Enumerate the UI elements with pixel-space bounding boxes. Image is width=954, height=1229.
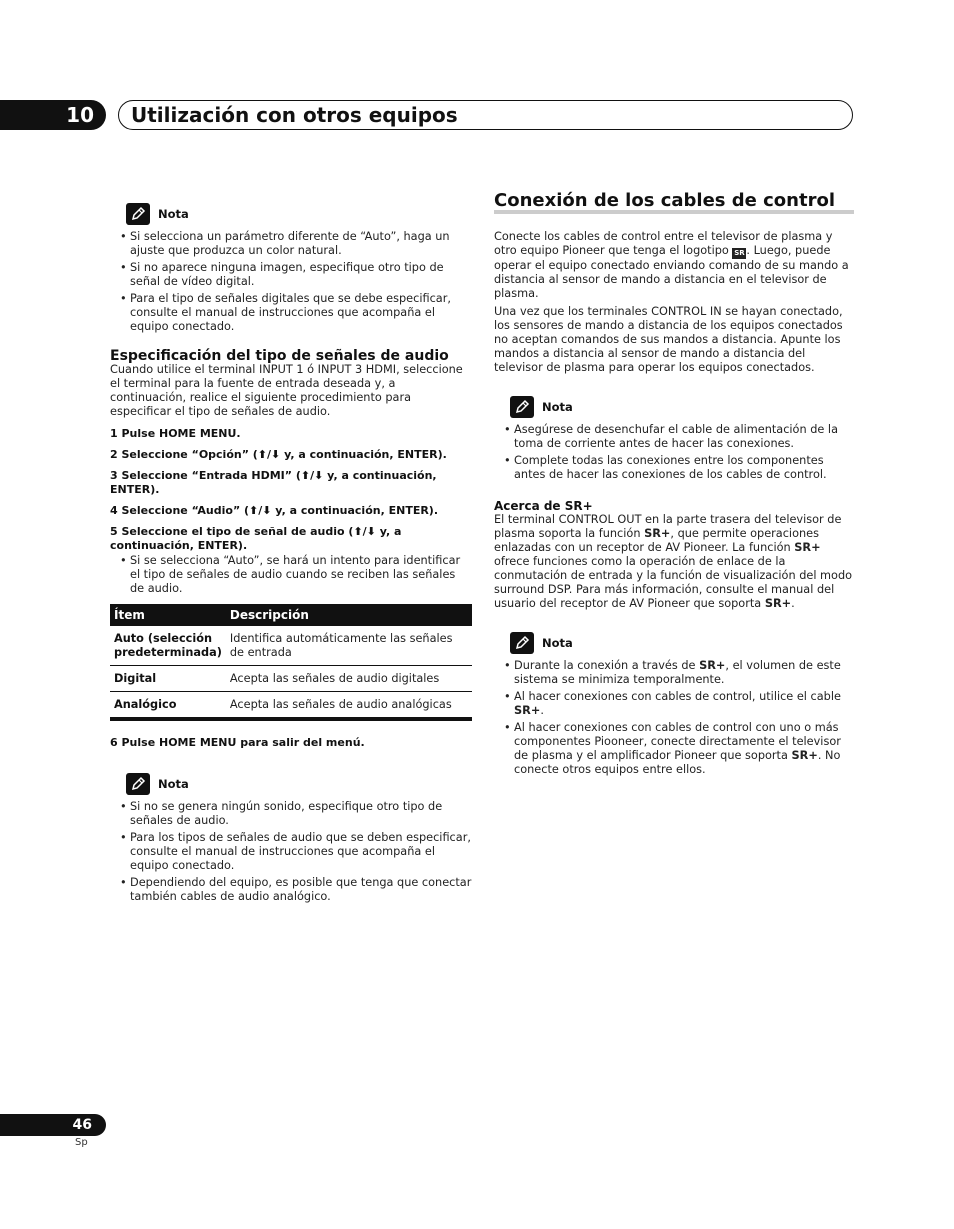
chapter-number: 10 — [0, 100, 106, 130]
step-5-bullets — [110, 554, 472, 596]
note-header — [126, 772, 472, 796]
intro-paragraph: Cuando utilice el terminal INPUT 1 ó INPUT 3 HDMI, seleccione el terminal para la fuente de entrada deseada y, a continuación, realice el siguiente procedimiento para especificar el tipo de señales de audio. — [110, 363, 463, 418]
pencil-icon — [510, 632, 534, 654]
sr-plus-label: SR+ — [514, 704, 541, 717]
note-item — [514, 690, 854, 718]
pencil-icon — [126, 203, 150, 225]
step-3: 3 Seleccione “Entrada HDMI” (⬆/⬇ y, a continuación, ENTER). — [110, 469, 437, 496]
left-column — [110, 202, 472, 907]
table-header-row — [110, 604, 472, 626]
note-label: Nota — [158, 207, 189, 221]
note-header — [510, 631, 854, 655]
sr-plus-label: SR+ — [699, 659, 726, 672]
table-row — [110, 666, 472, 692]
note-text: Al hacer conexiones con cables de control con uno o más componentes Piooneer, conecte directamente el televisor de plasma y el amplificador Pioneer que soporta — [514, 721, 841, 762]
subsection-title: Acerca de SR+ — [494, 499, 593, 513]
note-text: , el volumen de este sistema se minimiza temporalmente. — [514, 659, 841, 686]
table-header: Ítem — [110, 604, 226, 626]
paragraph-text: Conecte los cables de control entre el televisor de plasma y otro equipo Pioneer que tenga el logotipo — [494, 230, 833, 257]
paragraph-text: El terminal CONTROL OUT en la parte trasera del televisor de plasma soporta la función — [494, 513, 842, 540]
note-item: • Dependiendo del equipo, es posible que tenga que conectar también cables de audio analógico. — [130, 876, 472, 904]
table-cell: Identifica automáticamente las señales de entrada — [226, 626, 472, 666]
note-list — [494, 659, 854, 777]
note-item — [514, 659, 854, 687]
table-cell: Digital — [110, 666, 226, 692]
paragraph — [494, 230, 854, 301]
note-item — [514, 721, 854, 777]
section-title: Especificación del tipo de señales de audio — [110, 348, 449, 364]
sr-plus-label: SR+ — [791, 749, 818, 762]
note-item: • Para los tipos de señales de audio que se deben especificar, consulte el manual de instrucciones que acompaña el equipo conectado. — [130, 831, 472, 873]
page-number: 46 — [0, 1114, 106, 1136]
table-cell: Analógico — [114, 698, 177, 711]
note-item: • Si no aparece ninguna imagen, especifique otro tipo de señal de vídeo digital. — [130, 261, 472, 289]
chapter-title: Utilización con otros equipos — [118, 100, 853, 130]
note-list — [494, 423, 854, 482]
step-6: 6 Pulse HOME MENU para salir del menú. — [110, 736, 365, 749]
note-text: Durante la conexión a través de — [514, 659, 700, 672]
table-cell: Acepta las señales de audio digitales — [226, 666, 472, 692]
note-text: . No conecte otros equipos entre ellos. — [514, 749, 841, 776]
sr-logo: SR — [734, 249, 745, 257]
section-title: Conexión de los cables de control — [494, 194, 854, 214]
note-item: • Si selecciona un parámetro diferente de “Auto”, haga un ajuste que produzca un color natural. — [130, 230, 472, 258]
language-code: Sp — [75, 1137, 88, 1148]
note-header — [510, 395, 854, 419]
sr-plus-label: SR+ — [794, 541, 821, 554]
pencil-icon — [126, 773, 150, 795]
note-item: • Si no se genera ningún sonido, especifique otro tipo de señales de audio. — [130, 800, 472, 828]
audio-type-table — [110, 604, 472, 721]
note-label: Nota — [542, 636, 573, 650]
paragraph-text: ofrece funciones como la operación de enlace de la conmutación de entrada y la función de visualización del modo surround DSP. Para más información, consulte el manual del usuario del receptor de AV Pioneer que soporta — [494, 555, 853, 610]
note-label: Nota — [542, 400, 573, 414]
note-list — [110, 230, 472, 334]
paragraph: Una vez que los terminales CONTROL IN se hayan conectado, los sensores de mando a distancia de los equipos conectados no aceptan comandos de sus mandos a distancia. Apunte los mandos a distancia al sensor de mando a distancia del televisor de plasma para operar los equipos conectados. — [494, 305, 843, 374]
table-cell: Acepta las señales de audio analógicas — [229, 698, 452, 711]
pencil-icon — [510, 396, 534, 418]
step-4: 4 Seleccione “Audio” (⬆/⬇ y, a continuación, ENTER). — [110, 504, 439, 517]
step-5-bullet: • Si se selecciona “Auto”, se hará un intento para identificar el tipo de señales de audio cuando se reciben las señales de audio. — [130, 554, 472, 596]
sr-plus-label: SR+ — [644, 527, 671, 540]
paragraph-text: , que permite operaciones enlazadas con un receptor de AV Pioneer. La función — [494, 527, 819, 554]
note-item: • Complete todas las conexiones entre los componentes antes de hacer las conexiones de los cables de control. — [514, 454, 854, 482]
note-text: Al hacer conexiones con cables de control, utilice el cable — [514, 690, 841, 703]
note-text: . — [540, 704, 544, 717]
paragraph — [494, 513, 854, 611]
note-header — [126, 202, 472, 226]
step-5: 5 Seleccione el tipo de señal de audio (⬆/⬇ y, a continuación, ENTER). — [110, 525, 402, 552]
note-item: • Para el tipo de señales digitales que se debe especificar, consulte el manual de instrucciones que acompaña el equipo conectado. — [130, 292, 472, 334]
note-item: • Asegúrese de desenchufar el cable de alimentación de la toma de corriente antes de hacer las conexiones. — [514, 423, 854, 451]
table-row — [110, 692, 472, 720]
note-list — [110, 800, 472, 904]
paragraph-text: . Luego, puede operar el equipo conectado enviando comando de su mando a distancia al sensor de mando a distancia en el televisor de plasma. — [494, 244, 849, 300]
table-row — [110, 626, 472, 666]
sr-plus-label: SR+ — [764, 597, 792, 610]
note-label: Nota — [158, 777, 189, 791]
right-column — [494, 190, 854, 780]
step-1: 1 Pulse HOME MENU. — [110, 427, 241, 440]
table-cell: Auto (selección predeterminada) — [110, 626, 226, 666]
table-header: Descripción — [226, 604, 472, 626]
step-2: 2 Seleccione “Opción” (⬆/⬇ y, a continuación, ENTER). — [110, 448, 447, 461]
paragraph-text: . — [791, 597, 795, 610]
